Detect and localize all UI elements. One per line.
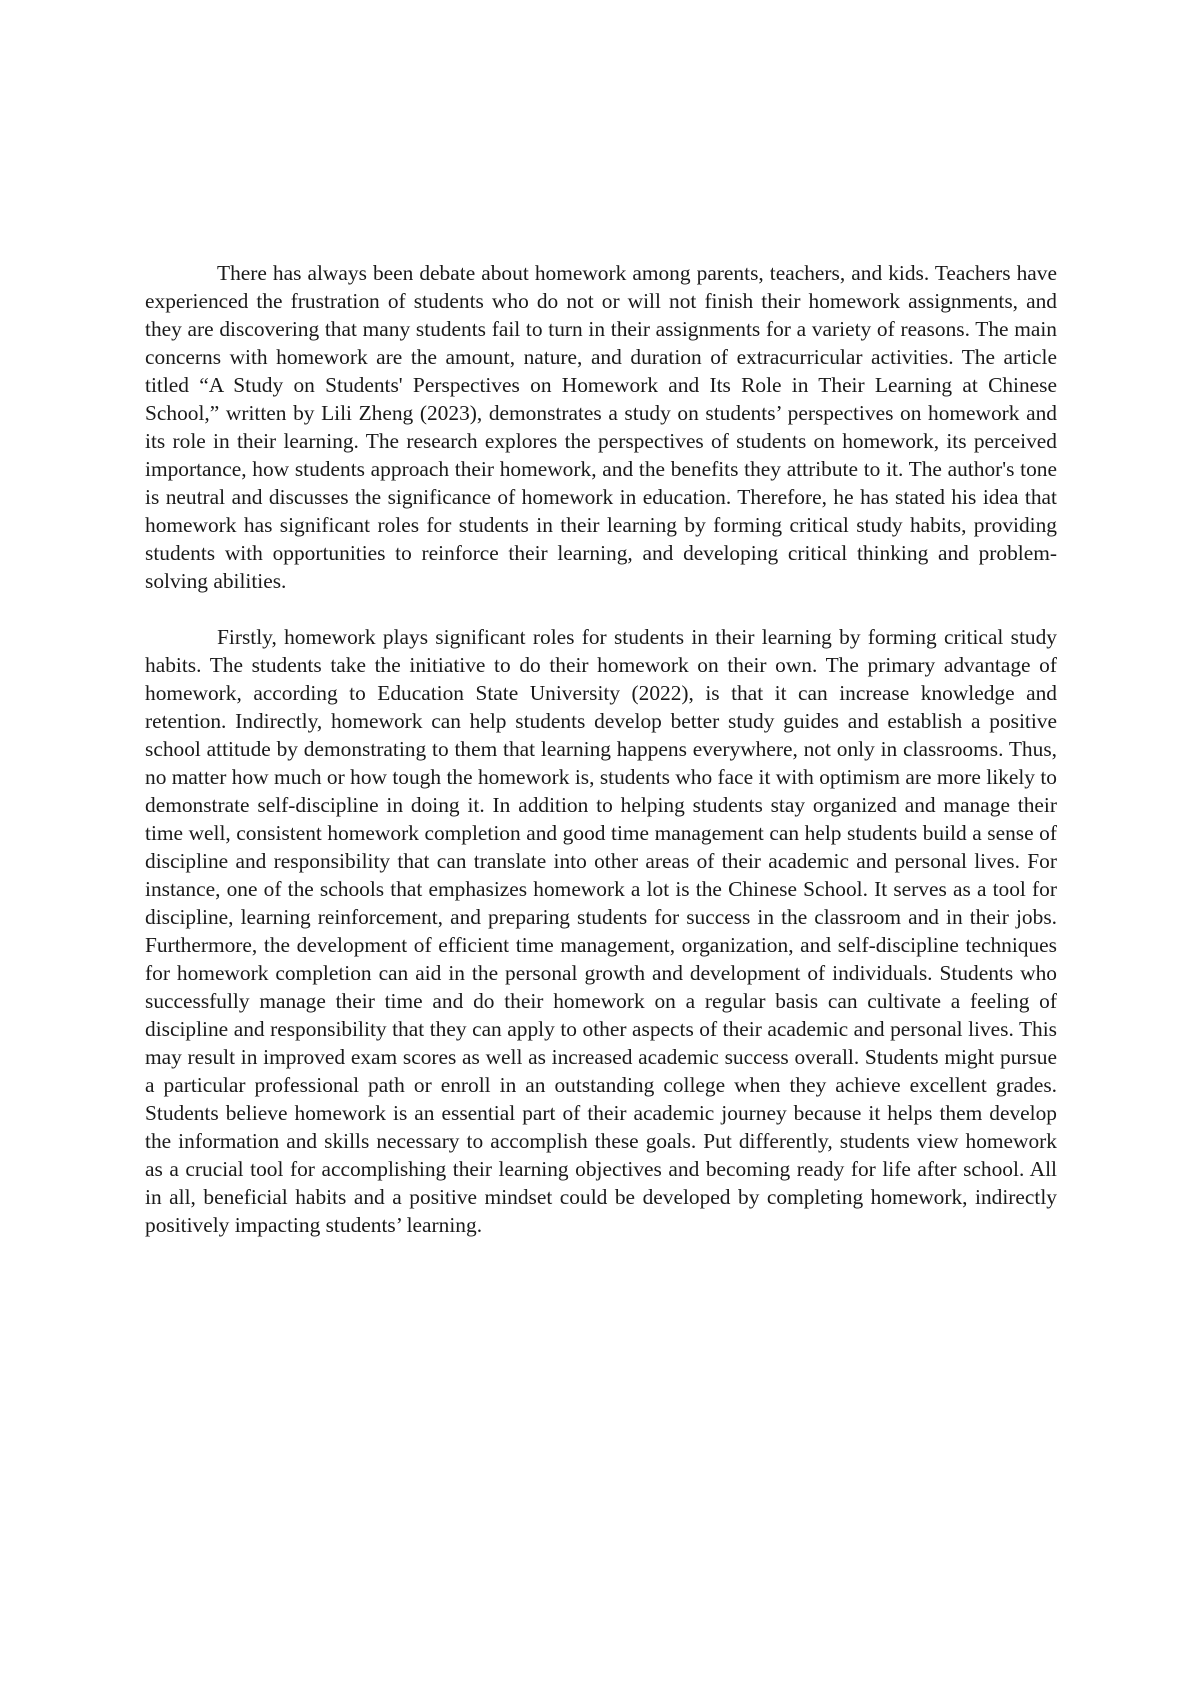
paragraph-study-habits: Firstly, homework plays significant roles for students in their learning by forming critical study habits. The students take the initiative to do their homework on their own. The primary advantage of homework, according to Education State University (2022), is that it can increase knowledge and retention. Indirectly, homework can help students develop better study guides and establish a positive school attitude by demonstrating to them that learning happens everywhere, not only in classrooms. Thus, no matter how much or how tough the homework is, students who face it with optimism are more likely to demonstrate self-discipline in doing it. In addition to helping students stay organized and manage their time well, consistent homework completion and good time management can help students build a sense of discipline and responsibility that can translate into other areas of their academic and personal lives. For instance, one of the schools that emphasizes homework a lot is the Chinese School. It serves as a tool for discipline, learning reinforcement, and preparing students for success in the classroom and in their jobs. Furthermore, the development of efficient time management, organization, and self-discipline techniques for homework completion can aid in the personal growth and development of individuals. Students who successfully manage their time and do their homework on a regular basis can cultivate a feeling of discipline and responsibility that they can apply to other aspects of their academic and personal lives. This may result in improved exam scores as well as increased academic success overall. Students might pursue a particular professional path or enroll in an outstanding college when they achieve excellent grades. Students believe homework is an essential part of their academic journey because it helps them develop the information and skills necessary to accomplish these goals. Put differently, students view homework as a crucial tool for accomplishing their learning objectives and becoming ready for life after school. All in all, beneficial habits and a positive mindset could be developed by completing homework, indirectly positively impacting students’ learning. (145, 625, 1057, 1237)
paragraph-intro: There has always been debate about homework among parents, teachers, and kids. Teachers have experienced the frustration of students who do not or will not finish their homework assignments, and they are discovering that many students fail to turn in their assignments for a variety of reasons. The main concerns with homework are the amount, nature, and duration of extracurricular activities. The article titled “A Study on Students' Perspectives on Homework and Its Role in Their Learning at Chinese School,” written by Lili Zheng (2023), demonstrates a study on students’ perspectives on homework and its role in their learning. The research explores the perspectives of students on homework, its perceived importance, how students approach their homework, and the benefits they attribute to it. The author's tone is neutral and discusses the significance of homework in education. Therefore, he has stated his idea that homework has significant roles for students in their learning by forming critical study habits, providing students with opportunities to reinforce their learning, and developing critical thinking and problem-solving abilities. (145, 261, 1057, 593)
body-text (145, 259, 1057, 1267)
